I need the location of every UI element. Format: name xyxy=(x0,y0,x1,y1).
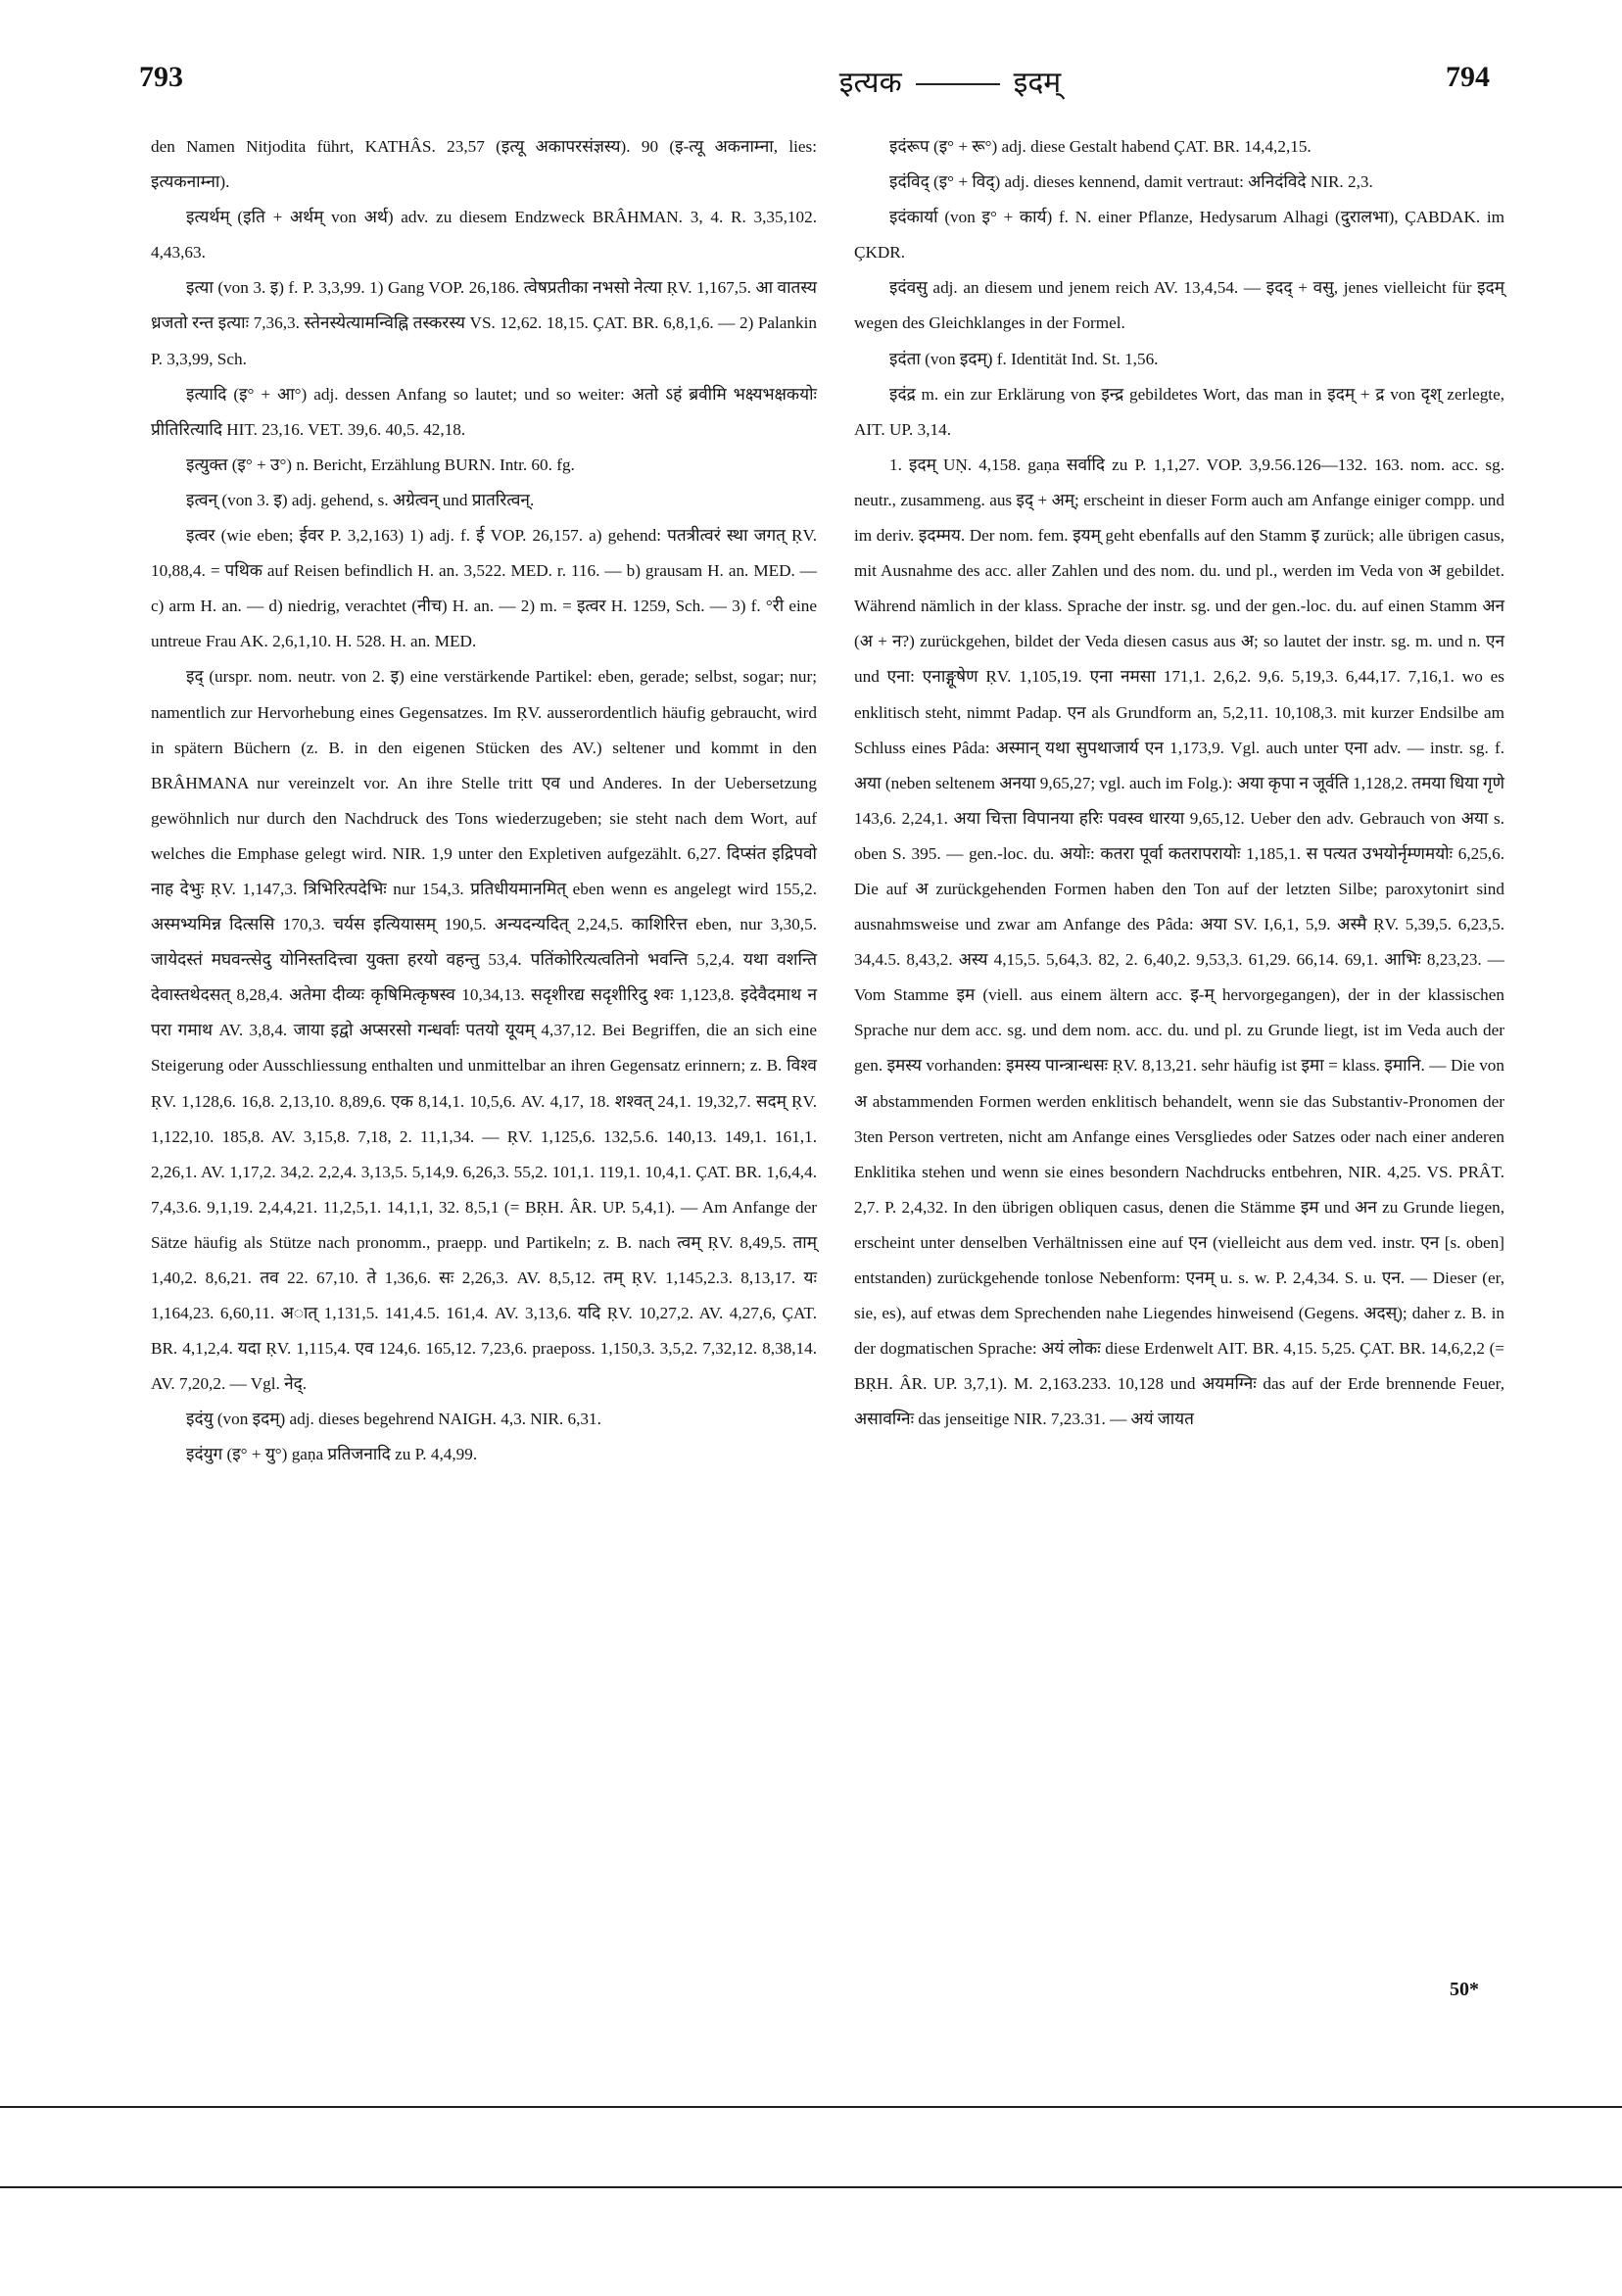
running-head-right: इदम् xyxy=(1013,66,1062,100)
entry-idam: 1. इदम् UṆ. 4,158. gaṇa सर्वादि zu P. 1,1,27. VOP. 3,9.56.126—132. 163. nom. acc. sg. neutr., zusammeng. aus इद् + अम्; erscheint in dieser Form auch am Anfange einiger compp. und im deriv. इदम्मय. Der nom. fem. इयम् geht ebenfalls auf den Stamm इ zurück; alle übrigen casus, mit Ausnahme des acc. aller Zahlen und des nom. du. und pl., werden im Veda von अ gebildet. Während nämlich in der klass. Sprache der instr. sg. und der gen.-loc. du. auf einen Stamm अन (अ + न?) zurückgehen, bildet der Veda diesen casus aus अ; so lautet der instr. sg. m. und n. एन und एना: एनाङ्गूषेण ṚV. 1,105,19. एना नमसा 171,1. 2,6,2. 9,6. 5,19,3. 6,44,17. 7,16,1. wo es enklitisch steht, nimmt Padap. एन als Grundform an, 5,2,11. 10,108,3. mit kurzer Endsilbe am Schluss eines Pâda: अस्मान् यथा सुपथाजार्य एन 1,173,9. Vgl. auch unter एना adv. — instr. sg. f. अया (neben seltenem अनया 9,65,27; vgl. auch im Folg.): अया कृपा न जूर्वति 1,128,2. तमया धिया गृणे 143,6. 2,24,1. अया चित्ता विपानया हरिः पवस्व धारया 9,65,12. Ueber den adv. Gebrauch von अया s. oben S. 395. — gen.-loc. du. अयोः: कतरा पूर्वा कतरापरायोः 1,185,1. स पत्यत उभयोर्नृम्णमयोः 6,25,6. Die auf अ zurückgehenden Formen haben den Ton auf der letzten Silbe; paroxytonirt sind ausnahmsweise und zwar am Anfange des Pâda: अया SV. I,6,1, 5,9. अस्मै ṚV. 5,39,5. 6,23,5. 34,4.5. 8,43,2. अस्य 4,15,5. 5,64,3. 82, 2. 6,40,2. 9,53,3. 61,29. 66,14. 69,1. आभिः 8,23,23. — Vom Stamme इम (viell. aus einem ältern acc. इ-म् hervorgegangen), der in der klassischen Sprache nur dem acc. sg. und dem nom. acc. du. und pl. zu Grunde liegt, ist im Veda auch der gen. इमस्य vorhanden: इमस्य पान्त्रान्धसः ṚV. 8,13,21. sehr häufig ist इमा = klass. इमानि. — Die von अ abstammenden Formen werden enklitisch behandelt, wenn sie das Substantiv-Pronomen der 3ten Person vertreten, nicht am Anfange eines Versgliedes oder Satzes oder nach einer anderen Enklitika stehen und wenn sie eines besondern Nachdrucks entbehren, NIR. 4,25. VS. PRÂT. 2,7. P. 2,4,32. In den übrigen obliquen casus, denen die Stämme इम und अन zu Grunde liegen, erscheint unter denselben Verhältnissen eine auf एन (vielleicht aus dem ved. instr. एन [s. oben] entstanden) zurückgehende tonlose Nebenform: एनम् u. s. w. P. 2,4,34. S. u. एन. — Dieser (er, sie, es), auf etwas dem Sprechenden nahe Liegendes hinweisend (Gegens. अदस्); daher z. B. in der dogmatischen Sprache: अयं लोकः diese Erdenwelt AIT. BR. 4,15. 5,25. ÇAT. BR. 14,6,2,2 (= BṚH. ÂR. UP. 3,7,1). M. 2,163.233. 10,128 und अयमग्निः das auf der Erde brennende Feuer, असावग्निः das jenseitige NIR. 7,23.31. — अयं जायत xyxy=(854,454,1504,1429)
entry-id: इद् (urspr. nom. neutr. von 2. इ) eine verstärkende Partikel: eben, gerade; selbst, sogar; nur; namentlich zur Hervorhebung eines Gegensatzes. Im ṚV. ausserordentlich häufig gebraucht, wird in spätern Büchern (z. B. in den eigenen Stücken des AV.) seltener und kommt in den BRÂHMANA nur vereinzelt vor. An ihre Stelle tritt एव und Anderes. In der Uebersetzung gewöhnlich nur durch den Nachdruck des Tons wiederzugeben; sie steht nach dem Wort, auf welches die Emphase gelegt wird. NIR. 1,9 unter den Expletiven aufgezählt. 6,27. दिप्संत इद्रिपवो नाह देभुः ṚV. 1,147,3. त्रिभिरित्पदेभिः nur 154,3. प्रतिधीयमानमित् eben wenn es angelegt wird 155,2. अस्मभ्यमिन्न दित्ससि 170,3. चर्यस इत्यियासम् 190,5. अन्यदन्यदित् 2,24,5. काशिरित्त eben, nur 3,30,5. जायेदस्तं मघवन्त्सेदु योनिस्तदित्त्वा युक्ता हरयो वहन्तु 53,4. पतिंकोरित्यत्वतिनो भवन्ति 5,2,4. यथा वशन्ति देवास्तथेदसत् 8,28,4. अतेमा दीव्यः कृषिमित्कृषस्व 10,34,13. सदृशीरद्य सदृशीरिदु श्वः 1,123,8. इदेवैदमाथ न परा गमाथ AV. 3,8,4. जाया इद्वो अप्सरसो गन्धर्वाः पतयो यूयम् 4,37,12. Bei Begriffen, die an sich eine Steigerung oder Ausschliessung enthalten und unmittelbar an ihren Gegensatz erinnern; z. B. विश्व ṚV. 1,128,6. 16,8. 2,13,10. 8,89,6. एक 8,14,1. 10,5,6. AV. 4,17, 18. शश्वत् 24,1. 19,32,7. सदम् ṚV. 1,122,10. 185,8. AV. 3,15,8. 7,18, 2. 11,1,34. — ṚV. 1,125,6. 132,5.6. 140,13. 149,1. 161,1. 2,26,1. AV. 1,17,2. 34,2. 2,2,4. 3,13,5. 5,14,9. 6,26,3. 55,2. 101,1. 119,1. 10,4,1. ÇAT. BR. 1,6,4,4. 7,4,3.6. 9,1,19. 2,4,4,21. 11,2,5,1. 14,1,1, 32. 8,5,1 (= BṚH. ÂR. UP. 5,4,1). — Am Anfange der Sätze häufig als Stütze nach pronomm., praepp. und Partikeln; z. B. nach त्वम् ṚV. 8,49,5. ताम् 1,40,2. 8,6,21. तव 22. 67,10. ते 1,36,6. सः 2,26,3. AV. 8,5,12. तम् ṚV. 1,145,2.3. 8,13,17. यः 1,164,23. 6,60,11. अात् 1,131,5. 141,4.5. 161,4. AV. 3,13,6. यदि ṚV. 10,27,2. AV. 4,27,6, ÇAT. BR. 4,1,2,4. यदा ṚV. 1,115,4. एव 124,6. 165,12. 7,23,6. praeposs. 1,150,3. 3,5,2. 7,32,12. 8,38,14. AV. 7,20,2. — Vgl. नेद्. xyxy=(151,667,817,1394)
entry-idamkarya: इदंकार्या (von इ° + कार्य) f. N. einer Pflanze, Hedysarum Alhagi (दुरालभा), ÇABDAK. im ÇKDR. xyxy=(854,208,1504,263)
running-head-left: इत्यक xyxy=(838,66,902,100)
entry-itvara: इत्वर (wie eben; ईवर P. 3,2,163) 1) adj. f. ई VOP. 26,157. a) gehend: पतत्रीत्वरं स्था जगत् ṚV. 10,88,4. = पथिक auf Reisen befindlich H. an. 3,522. MED. r. 116. — b) grausam H. an. MED. — c) arm H. an. — d) niedrig, verachtet (नीच) H. an. — 2) m. = इत्वर H. 1259, Sch. — 3) f. °री eine untreue Frau AK. 2,6,1,10. H. 528. H. an. MED. xyxy=(151,526,817,651)
footer-rule-bottom xyxy=(0,2186,1622,2188)
entry-idamvasu: इदंवसु adj. an diesem und jenem reich AV. 13,4,54. — इदद् + वसु, jenes vielleicht für इदम् wegen des Gleichklanges in der Formel. xyxy=(854,278,1504,333)
entry-ityukta: इत्युक्त (इ° + उ°) n. Bericht, Erzählung BURN. Intr. 60. fg. xyxy=(186,454,575,474)
entry-idamdra: इदंद्र m. ein zur Erklärung von इन्द्र gebildetes Wort, das man in इदम् + द्र von दृश् zerlegte, AIT. UP. 3,14. xyxy=(854,384,1504,439)
right-page-number: 794 xyxy=(1446,61,1490,93)
entry-itvan: इत्वन् (von 3. इ) adj. gehend, s. अग्रेत्वन् und प्रातरित्वन्. xyxy=(186,490,535,509)
entry-idamyu: इदंयु (von इदम्) adj. dieses begehrend NAIGH. 4,3. NIR. 6,31. xyxy=(186,1410,601,1429)
right-column xyxy=(854,129,1504,1437)
entry-itya: इत्या (von 3. इ) f. P. 3,3,99. 1) Gang VOP. 26,186. त्वेषप्रतीका नभसो नेत्या ṚV. 1,167,5. आ वातस्य ध्रजतो रन्त इत्याः 7,36,3. स्तेनस्येत्यामन्विह्नि तस्करस्य VS. 12,62. 18,15. ÇAT. BR. 6,8,1,6. — 2) Palankin P. 3,3,99, Sch. xyxy=(151,278,817,368)
running-head xyxy=(686,61,1215,101)
left-page-number: 793 xyxy=(139,61,183,93)
entry-continuation: den Namen Nitjodita führt, KATHÂS. 23,57 (इत्यू अकापरसंज्ञस्य). 90 (इ-त्यू अकनाम्ना, lies: इत्यकनाम्ना). xyxy=(151,137,817,192)
entry-idamrupa: इदंरूप (इ° + रू°) adj. diese Gestalt habend ÇAT. BR. 14,4,2,15. xyxy=(889,137,1312,156)
left-column xyxy=(151,129,817,1473)
entry-idamvid: इदंविद् (इ° + विद्) adj. dieses kennend, damit vertraut: अनिदंविदे NIR. 2,3. xyxy=(889,172,1373,192)
signature-mark: 50* xyxy=(1450,1979,1479,2000)
entry-idamta: इदंता (von इदम्) f. Identität Ind. St. 1,56. xyxy=(889,349,1159,368)
entry-ityartham: इत्यर्थम् (इति + अर्थम् von अर्थ) adv. zu diesem Endzweck BRÂHMAN. 3, 4. R. 3,35,102. 4,43,63. xyxy=(151,208,817,263)
entry-ityadi: इत्यादि (इ° + आ°) adj. dessen Anfang so lautet; und so weiter: अतो ऽहं ब्रवीमि भक्ष्यभक्षकयोः प्रीतिरित्यादि HIT. 23,16. VET. 39,6. 40,5. 42,18. xyxy=(151,384,817,439)
footer-rule-top xyxy=(0,2106,1622,2108)
entry-idamyuga: इदंयुग (इ° + यु°) gaṇa प्रतिजनादि zu P. 4,4,99. xyxy=(186,1445,478,1464)
running-head-dash xyxy=(916,83,1000,85)
